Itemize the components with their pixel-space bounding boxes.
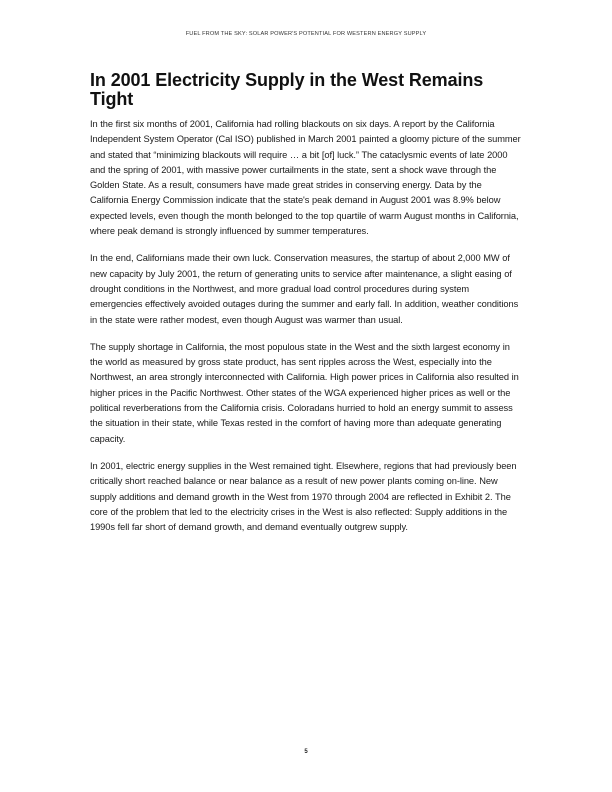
paragraph-1: In the first six months of 2001, California had rolling blackouts on six days. A report by the California Independent System Operator (Cal ISO) published in March 2001 painted a gloomy picture of the summer and stated that “minimizing blackouts will require … a bit [of] luck.” The cataclysmic events of late 2000 and the spring of 2001, with massive power curtailments in the state, sent a shock wave through the Golden State. As a result, consumers have made great strides in conserving energy. Data by the California Energy Commission indicate that the state's peak demand in August 2001 was 8.9% below expected levels, even though the month belonged to the top quartile of warm August months in California, where peak demand is strongly influenced by summer temperatures. — [90, 119, 521, 237]
running-header: FUEL FROM THE SKY: SOLAR POWER'S POTENTIAL FOR WESTERN ENERGY SUPPLY — [185, 31, 427, 37]
page-number: 5 — [304, 749, 308, 755]
paragraph-3: The supply shortage in California, the most populous state in the West and the sixth largest economy in the world as measured by gross state product, has sent ripples across the West, especially into the Northwest, an area strongly interconnected with California. High power prices in California also resulted in higher prices in the Pacific Northwest. Other states of the WGA experienced higher prices as well or the political reverberations from the California crisis. Coloradans hurried to hold an energy summit to assess the situation in their state, while Texas rested in the comfort of having more than adequate generating capacity. — [90, 341, 519, 444]
paragraph-4: In 2001, electric energy supplies in the West remained tight. Elsewhere, regions that had previously been critically short reached balance or near balance as a result of new power plants coming on-line. New supply additions and demand growth in the West from 1970 through 2004 are reflected in Exhibit 2. The core of the problem that led to the electricity crises in the West is also reflected: Supply additions in the 1990s fell far short of demand growth, and demand eventually outgrew supply. — [90, 460, 517, 533]
body-text — [90, 117, 522, 547]
paragraph-2: In the end, Californians made their own luck. Conservation measures, the startup of about 2,000 MW of new capacity by July 2001, the return of generating units to service after maintenance, a slight easing of drought conditions in the Northwest, and more gradual load control procedures during system emergencies effectively avoided outages during the summer and early fall. In addition, weather conditions in the state were rather modest, even though August was warmer than usual. — [90, 253, 519, 325]
section-title: In 2001 Electricity Supply in the West Remains Tight — [90, 70, 484, 109]
